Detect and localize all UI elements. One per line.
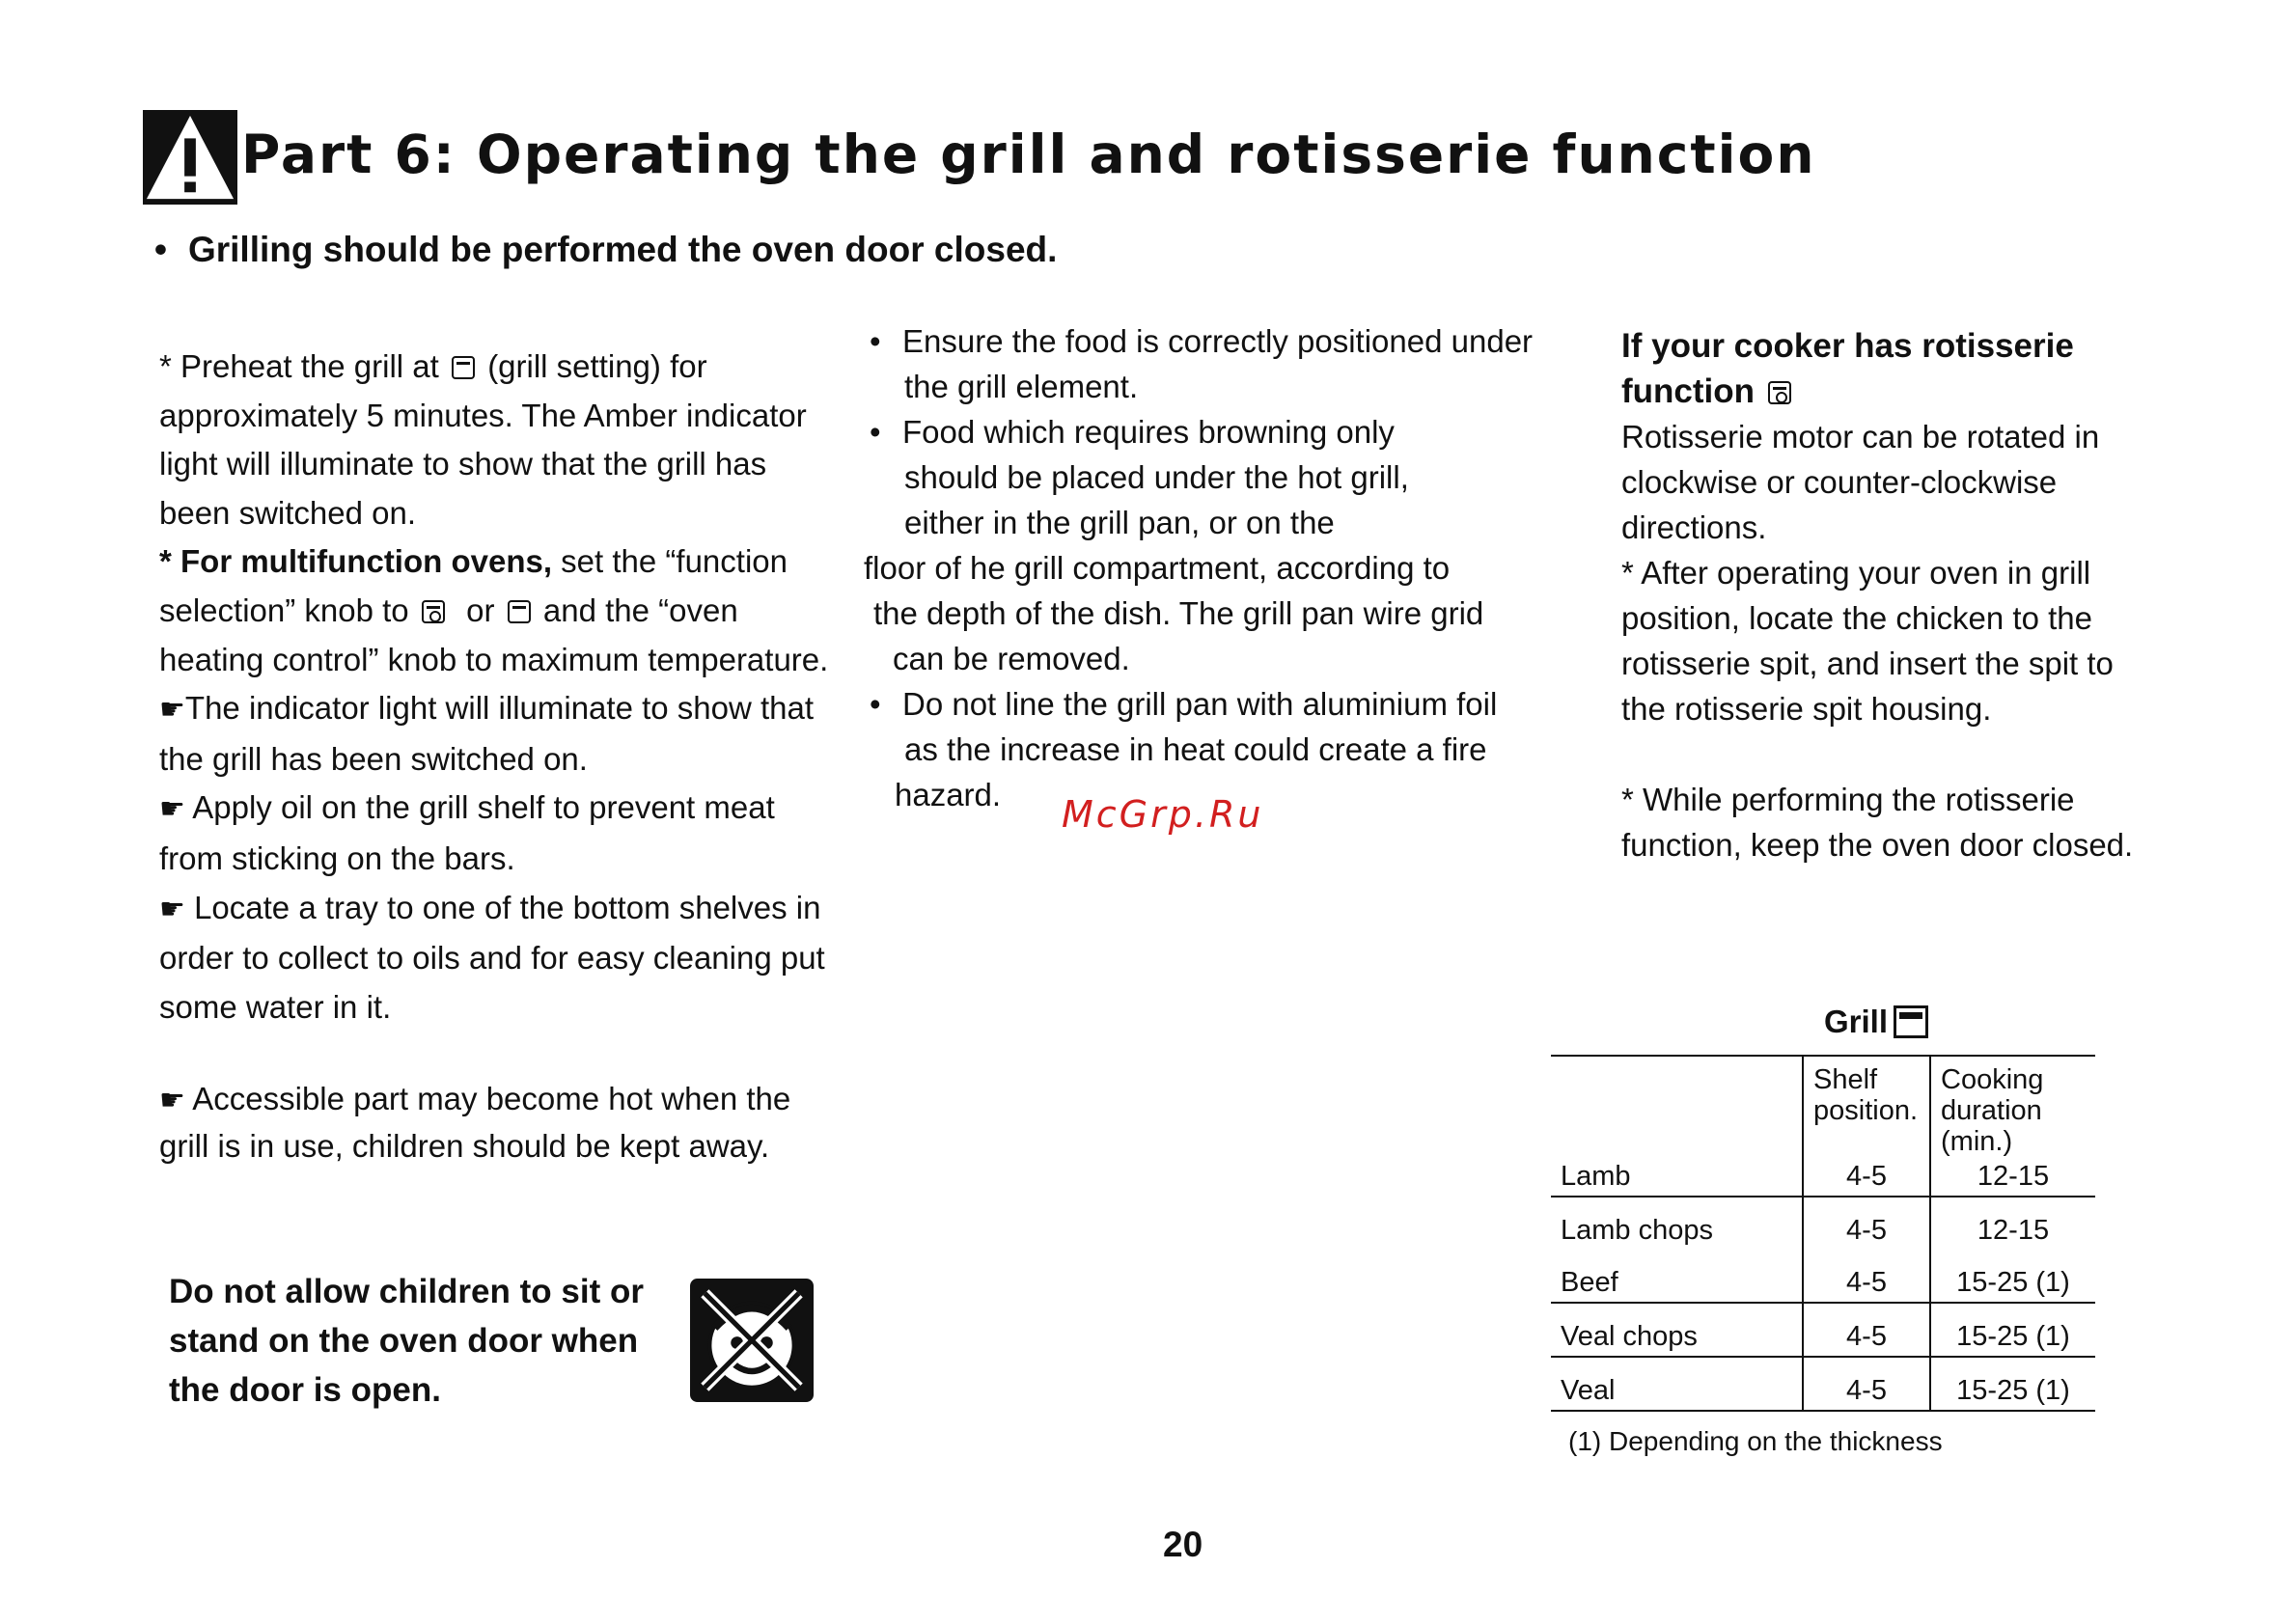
rotisserie-spit-paragraph: * After operating your oven in grill position, locate the chicken to the rotisserie spit, and insert the spit to the rotisserie spit housing.	[1621, 555, 2114, 727]
grill-icon	[1894, 1005, 1928, 1038]
indicator-paragraph	[159, 684, 835, 784]
preheat-paragraph	[159, 343, 835, 537]
table-row	[1551, 1250, 2095, 1303]
middle-line	[864, 500, 1578, 545]
left-column	[159, 343, 835, 1169]
middle-line-text: the grill element.	[904, 369, 1139, 404]
page-title: Part 6: Operating the grill and rotisserie function	[241, 124, 1816, 185]
oil-paragraph	[159, 784, 835, 883]
table-row	[1551, 1303, 2095, 1357]
middle-line	[864, 318, 1578, 364]
pointer-icon: ☛	[159, 793, 185, 826]
header-duration: Cooking duration (min.)	[1930, 1056, 2095, 1157]
multifunction-text-b: and the “oven heating control” knob to maximum temperature.	[159, 592, 829, 677]
tray-paragraph	[159, 884, 835, 1032]
middle-line	[864, 454, 1578, 500]
food-cell: Lamb	[1561, 1161, 1631, 1192]
bullet: •	[870, 323, 881, 359]
middle-line-text: can be removed.	[893, 641, 1130, 676]
grill-setting-icon	[508, 600, 531, 623]
multifunction-text-a: set the “function selection” knob to	[159, 543, 788, 628]
rotisserie-motor-paragraph: Rotisserie motor can be rotated in clockwise or counter-clockwise directions.	[1621, 419, 2100, 545]
pointer-icon: ☛	[159, 893, 185, 925]
page-number: 20	[1163, 1525, 1203, 1564]
header-shelf: Shelf position.	[1803, 1056, 1930, 1157]
shelf-cell: 4-5	[1803, 1303, 1930, 1357]
duration-cell: 15-25 (1)	[1930, 1303, 2095, 1357]
preheat-text-a: * Preheat the grill at	[159, 348, 439, 384]
rotisserie-door-paragraph: * While performing the rotisserie function, keep the oven door closed.	[1621, 782, 2134, 863]
children-hot-text: Accessible part may become hot when the grill is in use, children should be kept away.	[159, 1081, 791, 1165]
middle-line	[864, 545, 1578, 591]
duration-cell: 15-25 (1)	[1930, 1357, 2095, 1411]
multifunction-or: or	[466, 592, 495, 628]
grill-title-text: Grill	[1824, 1004, 1889, 1039]
middle-line	[864, 681, 1578, 727]
warning-triangle-icon	[143, 110, 237, 205]
table-footnote: (1) Depending on the thickness	[1568, 1426, 1943, 1456]
middle-line	[864, 364, 1578, 409]
rotisserie-icon	[1768, 381, 1791, 404]
middle-line	[864, 409, 1578, 454]
middle-line-text: as the increase in heat could create a fire	[904, 731, 1487, 767]
tray-text: Locate a tray to one of the bottom shelves in order to collect to oils and for easy cleaning put some water in it.	[159, 889, 825, 1025]
grill-setting-icon	[452, 356, 475, 379]
children-hot-paragraph	[159, 1076, 835, 1169]
watermark: McGrp.Ru	[1062, 793, 1264, 836]
middle-line-text: should be placed under the hot grill,	[904, 459, 1409, 495]
grill-table-title	[1824, 1004, 1928, 1040]
middle-line-text: floor of he grill compartment, according to	[864, 550, 1451, 586]
table-header-row	[1551, 1056, 2095, 1157]
middle-line-text: Ensure the food is correctly positioned under	[902, 323, 1534, 359]
middle-line-text: Do not line the grill pan with aluminium foil	[902, 686, 1498, 722]
subhead-text: Grilling should be performed the oven door closed.	[187, 230, 1058, 269]
shelf-cell: 4-5	[1803, 1357, 1930, 1411]
children-door-warning: Do not allow children to sit or stand on the oven door when the door is open.	[169, 1273, 644, 1409]
preheat-text-b: (grill setting) for approximately 5 minutes. The Amber indicator light will illuminate to show that the grill has been switched on.	[159, 348, 807, 531]
middle-line-text: either in the grill pan, or on the	[904, 505, 1335, 540]
right-column	[1621, 323, 2143, 867]
subhead-bullet: •	[154, 230, 167, 269]
table-row	[1551, 1157, 2095, 1197]
no-children-on-door-icon	[690, 1279, 814, 1402]
shelf-cell: 4-5	[1803, 1157, 1930, 1197]
middle-line	[864, 636, 1578, 681]
food-cell: Veal chops	[1551, 1303, 1803, 1357]
bullet: •	[870, 414, 881, 450]
multifunction-paragraph	[159, 537, 835, 684]
pointer-icon: ☛	[159, 1085, 185, 1117]
food-cell: Veal	[1551, 1357, 1803, 1411]
middle-line-text: hazard.	[895, 777, 1002, 812]
middle-line	[864, 591, 1578, 636]
food-cell: Beef	[1561, 1267, 1618, 1298]
rotisserie-heading	[1621, 323, 2143, 414]
pointer-icon: ☛	[159, 694, 185, 727]
header-food	[1551, 1056, 1803, 1157]
middle-line-text: the depth of the dish. The grill pan wire grid	[873, 595, 1484, 631]
fan-grill-icon	[422, 600, 445, 623]
bullet: •	[870, 686, 881, 722]
duration-cell: 15-25 (1)	[1930, 1250, 2095, 1303]
middle-line-text: Food which requires browning only	[902, 414, 1395, 450]
table-row	[1551, 1357, 2095, 1411]
multifunction-label: * For multifunction ovens,	[159, 543, 553, 580]
table-row	[1551, 1197, 2095, 1250]
rotisserie-heading-text: If your cooker has rotisserie function	[1621, 327, 2074, 410]
oil-text: Apply oil on the grill shelf to prevent meat from sticking on the bars.	[159, 789, 775, 876]
shelf-cell: 4-5	[1803, 1250, 1930, 1303]
middle-line	[864, 727, 1578, 772]
grill-table	[1551, 1055, 2095, 1412]
middle-column	[864, 318, 1578, 817]
shelf-cell: 4-5	[1803, 1197, 1930, 1250]
subheading	[154, 230, 1057, 270]
indicator-text: The indicator light will illuminate to show that the grill has been switched on.	[159, 690, 815, 777]
duration-cell: 12-15	[1930, 1157, 2095, 1197]
duration-cell: 12-15	[1930, 1197, 2095, 1250]
food-cell: Lamb chops	[1551, 1197, 1803, 1250]
